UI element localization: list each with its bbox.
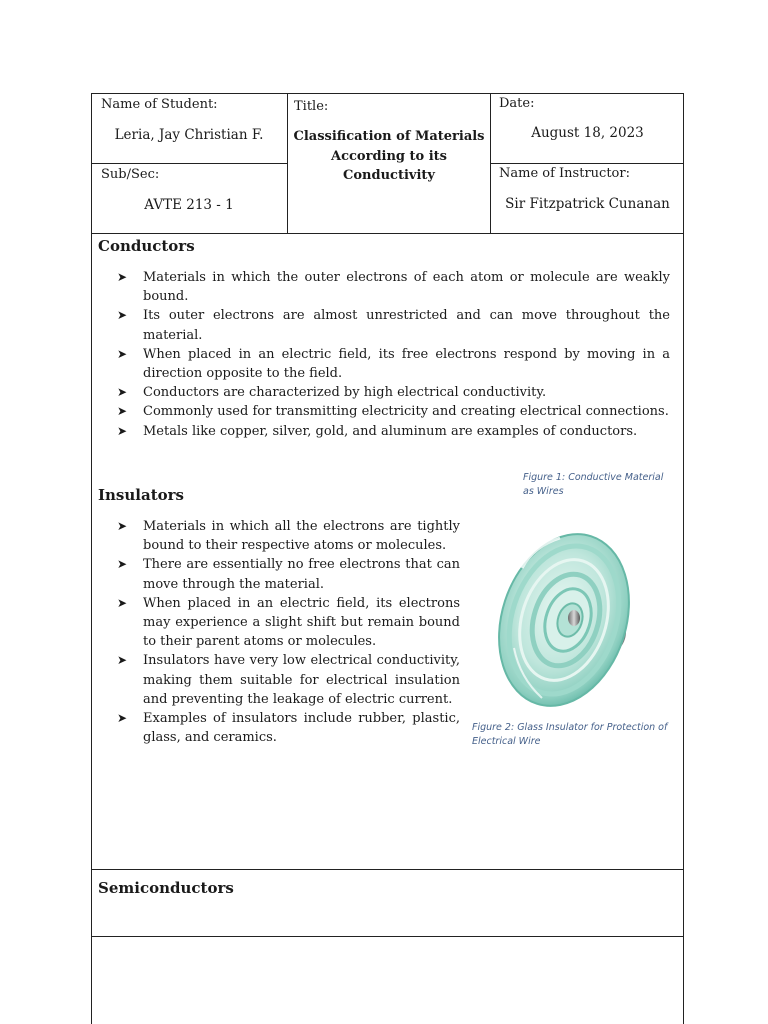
- student-name: Leria, Jay Christian F.: [114, 127, 264, 143]
- date-value: August 18, 2023: [531, 125, 644, 141]
- list-item: [117, 651, 460, 709]
- list-item-text: Materials in which all the electrons are tightly bound to their respective atoms or molecules.: [143, 519, 460, 554]
- list-item-text: Commonly used for transmitting electricity and creating electrical connections.: [143, 404, 669, 420]
- list-item-text: Insulators have very low electrical conductivity, making them suitable for electrical insulation and preventing the leakage of electric current.: [143, 653, 460, 707]
- arrow-bullet-icon: ➤: [117, 385, 128, 400]
- list-item-text: Metals like copper, silver, gold, and aluminum are examples of conductors.: [143, 423, 638, 439]
- list-item-text: When placed in an electric field, its electrons may experience a slight shift but remain bound to their parent atoms or molecules.: [143, 595, 460, 650]
- semiconductors-heading: Semiconductors: [98, 879, 234, 897]
- header-bottom-border: [91, 233, 684, 234]
- list-item: [117, 709, 460, 747]
- list-item: [117, 268, 670, 306]
- header-divider-right: [490, 163, 684, 164]
- arrow-bullet-icon: ➤: [117, 308, 128, 323]
- figure-2-caption: Figure 2: Glass Insulator for Protection of Electrical Wire: [472, 722, 668, 747]
- date-label: Date:: [499, 96, 535, 111]
- glass-insulator-icon: [490, 528, 650, 713]
- title-line-1: Classification of Materials: [293, 129, 485, 144]
- insulators-heading: Insulators: [98, 486, 184, 504]
- list-item: [117, 306, 670, 344]
- student-label: Name of Student:: [101, 97, 218, 112]
- list-item: [117, 594, 460, 652]
- header-column-line-2: [490, 93, 491, 233]
- list-item: [117, 402, 670, 421]
- conductors-list: [117, 268, 670, 441]
- list-item: [117, 555, 460, 593]
- arrow-bullet-icon: ➤: [117, 595, 128, 610]
- list-item: [117, 517, 460, 555]
- title-label: Title:: [294, 99, 329, 114]
- header-divider-left: [91, 163, 287, 164]
- list-item: [117, 422, 670, 441]
- instructor-label: Name of Instructor:: [499, 166, 630, 181]
- glass-insulator-image: [490, 528, 650, 713]
- list-item-text: Its outer electrons are almost unrestricted and can move throughout the material.: [143, 308, 670, 343]
- arrow-bullet-icon: ➤: [117, 270, 128, 284]
- title-line-2: According to its: [331, 148, 447, 164]
- insulators-list: [117, 517, 460, 747]
- list-item-text: Conductors are characterized by high electrical conductivity.: [143, 385, 547, 401]
- list-item-text: Materials in which the outer electrons of each atom or molecule are weakly bound.: [143, 270, 670, 305]
- arrow-bullet-icon: ➤: [117, 346, 128, 361]
- figure-1-caption: Figure 1: Conductive Material as Wires: [523, 472, 664, 497]
- arrow-bullet-icon: ➤: [117, 711, 128, 726]
- semiconductors-box: [91, 869, 684, 937]
- document-title: [288, 127, 490, 187]
- list-item: [117, 383, 670, 402]
- subsec-label: Sub/Sec:: [101, 167, 160, 182]
- list-item: [117, 345, 670, 383]
- arrow-bullet-icon: ➤: [117, 519, 128, 533]
- conductors-heading: Conductors: [98, 237, 195, 255]
- subsec-value: AVTE 213 - 1: [144, 197, 234, 213]
- list-item-text: There are essentially no free electrons that can move through the material.: [143, 557, 460, 592]
- instructor-value: Sir Fitzpatrick Cunanan: [505, 196, 670, 212]
- arrow-bullet-icon: ➤: [117, 404, 128, 419]
- title-line-3: Conductivity: [343, 168, 435, 183]
- arrow-bullet-icon: ➤: [117, 423, 128, 438]
- list-item-text: When placed in an electric field, its free electrons respond by moving in a direction opposite to the field.: [143, 346, 670, 382]
- arrow-bullet-icon: ➤: [117, 653, 128, 668]
- list-item-text: Examples of insulators include rubber, plastic, glass, and ceramics.: [143, 711, 460, 746]
- arrow-bullet-icon: ➤: [117, 557, 128, 572]
